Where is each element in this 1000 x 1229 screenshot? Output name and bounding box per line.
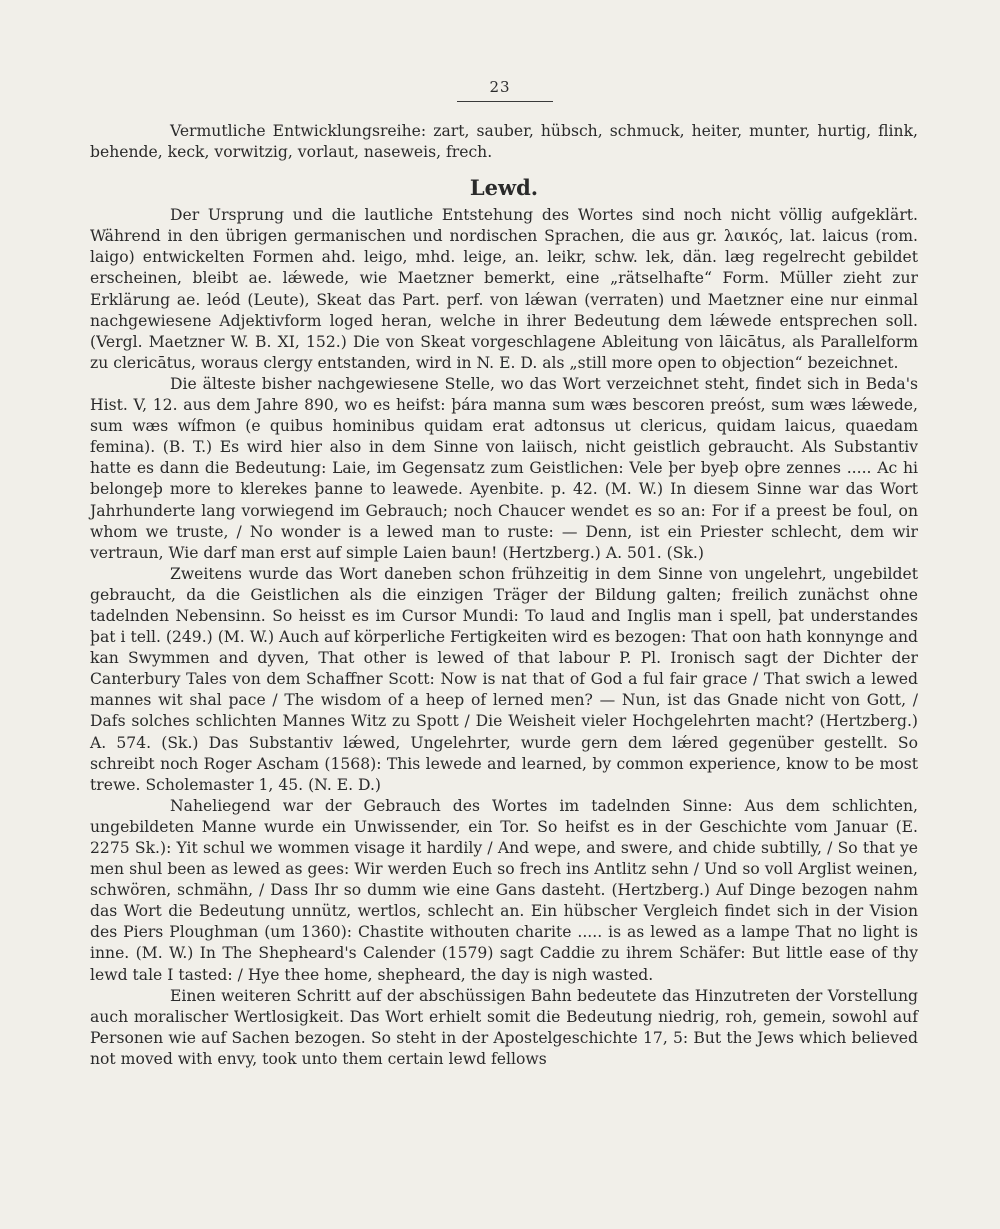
body-text — [90, 121, 918, 1070]
page-number: 23 — [489, 78, 511, 96]
paragraph-3: Zweitens wurde das Wort daneben schon frühzeitig in dem Sinne von ungelehrt, ungebildet gebraucht, da die Geistlichen als die einzigen Träger der Bildung galten; freilich zunächst ohne tadelnden Nebensinn. So heisst es im Cursor Mundi: To laud and Inglis man i spell, þat understandes þat i tell. (249.) (M. W.) Auch auf körperliche Fertigkeiten wird es bezogen: That oon hath konnynge and kan Swymmen and dyven, That other is lewed of that labour P. Pl. Ironisch sagt der Dichter der Canterbury Tales von dem Schaffner Scott: Now is nat that of God a ful fair grace / That swich a lewed mannes wit shal pace / The wisdom of a heep of lerned men? — Nun, ist das Gnade nicht von Gott, / Dafs solches schlichten Mannes Witz zu Spott / Die Weisheit vieler Hochgelehrten macht? (Hertzberg.) A. 574. (Sk.) Das Substantiv lǽwed, Ungelehrter, wurde gern dem lǽred gegenüber gestellt. So schreibt noch Roger Ascham (1568): This lewede and learned, by common experience, know to be most trewe. Scholemaster 1, 45. (N. E. D.) — [90, 564, 918, 794]
paragraph-5: Einen weiteren Schritt auf der abschüssigen Bahn bedeutete das Hinzutreten der Vorstellung auch moralischer Wertlosigkeit. Das Wort erhielt somit die Bedeutung niedrig, roh, gemein, sowohl auf Personen wie auf Sachen bezogen. So steht in der Apostelgeschichte 17, 5: But the Jews which believed not moved with envy, took unto them certain lewd fellows — [90, 986, 918, 1068]
paragraph-4: Naheliegend war der Gebrauch des Wortes im tadelnden Sinne: Aus dem schlichten, ungebildeten Manne wurde ein Unwissender, ein Tor. So heifst es in der Geschichte vom Januar (E. 2275 Sk.): Yit schul we wommen visage it hardily / And wepe, and swere, and chide subtilly, / So that ye men shul been as lewed as gees: Wir werden Euch so frech ins Antlitz sehn / Und so voll Arglist weinen, schwören, schmähn, / Dass Ihr so dumm wie eine Gans dasteht. (Hertzberg.) Auf Dinge bezogen nahm das Wort die Bedeutung unnütz, wertlos, schlecht an. Ein hübscher Vergleich findet sich in der Vision des Piers Ploughman (um 1360): Chastite withouten charite ..... is as lewed as a lampe That no light is inne. (M. W.) In The Shepheard's Calender (1579) sagt Caddie zu ihrem Schäfer: But little ease of thy lewd tale I tasted: / Hye thee home, shepheard, the day is nigh wasted. — [90, 796, 918, 984]
header-rule — [457, 101, 553, 102]
paragraph-2: Die älteste bisher nachgewiesene Stelle, wo das Wort verzeichnet steht, findet sich in Beda's Hist. V, 12. aus dem Jahre 890, wo es heifst: þára manna sum wæs bescoren preóst, sum wæs lǽwede, sum wæs wífmon (e quibus hominibus quidam erat adtonsus ut clericus, quidam laicus, quaedam femina). (B. T.) Es wird hier also in dem Sinne von laiisch, nicht geistlich gebraucht. Als Substantiv hatte es dann die Bedeutung: Laie, im Gegensatz zum Geistlichen: Vele þer byeþ oþre zennes ..... Ac hi belongeþ more to klerekes þanne to leawede. Ayenbite. p. 42. (M. W.) In diesem Sinne war das Wort Jahrhunderte lang vorwiegend im Gebrauch; noch Chaucer wendet es so an: For if a preest be foul, on whom we truste, / No wonder is a lewed man to ruste: — Denn, ist ein Priester schlecht, dem wir vertraun, Wie darf man erst auf simple Laien baun! (Hertzberg.) A. 501. (Sk.) — [90, 374, 918, 562]
intro-paragraph: Vermutliche Entwicklungsreihe: zart, sauber, hübsch, schmuck, heiter, munter, hurtig, flink, behende, keck, vorwitzig, vorlaut, naseweis, frech. — [90, 122, 918, 162]
section-heading: Lewd. — [469, 175, 539, 201]
paragraph-1: Der Ursprung und die lautliche Entstehung des Wortes sind noch nicht völlig aufgeklärt. Während in den übrigen germanischen und nordischen Sprachen, die aus gr. λαικός, lat. laicus (rom. laigo) entwickelten Formen ahd. leigo, mhd. leige, an. leikr, schw. lek, dän. læg regelrecht gebildet erscheinen, bleibt ae. lǽwede, wie Maetzner bemerkt, eine „rätselhafte“ Form. Müller zieht zur Erklärung ae. leód (Leute), Skeat das Part. perf. von lǽwan (verraten) und Maetzner eine nur einmal nachgewiesene Adjektivform loged heran, welche in ihrer Bedeutung dem lǽwede entsprechen soll. (Vergl. Maetzner W. B. XI, 152.) Die von Skeat vorgeschlagene Ableitung von lāicātus, als Parallelform zu clericātus, woraus clergy entstanden, wird in N. E. D. als „still more open to objection“ bezeichnet. — [90, 206, 918, 372]
